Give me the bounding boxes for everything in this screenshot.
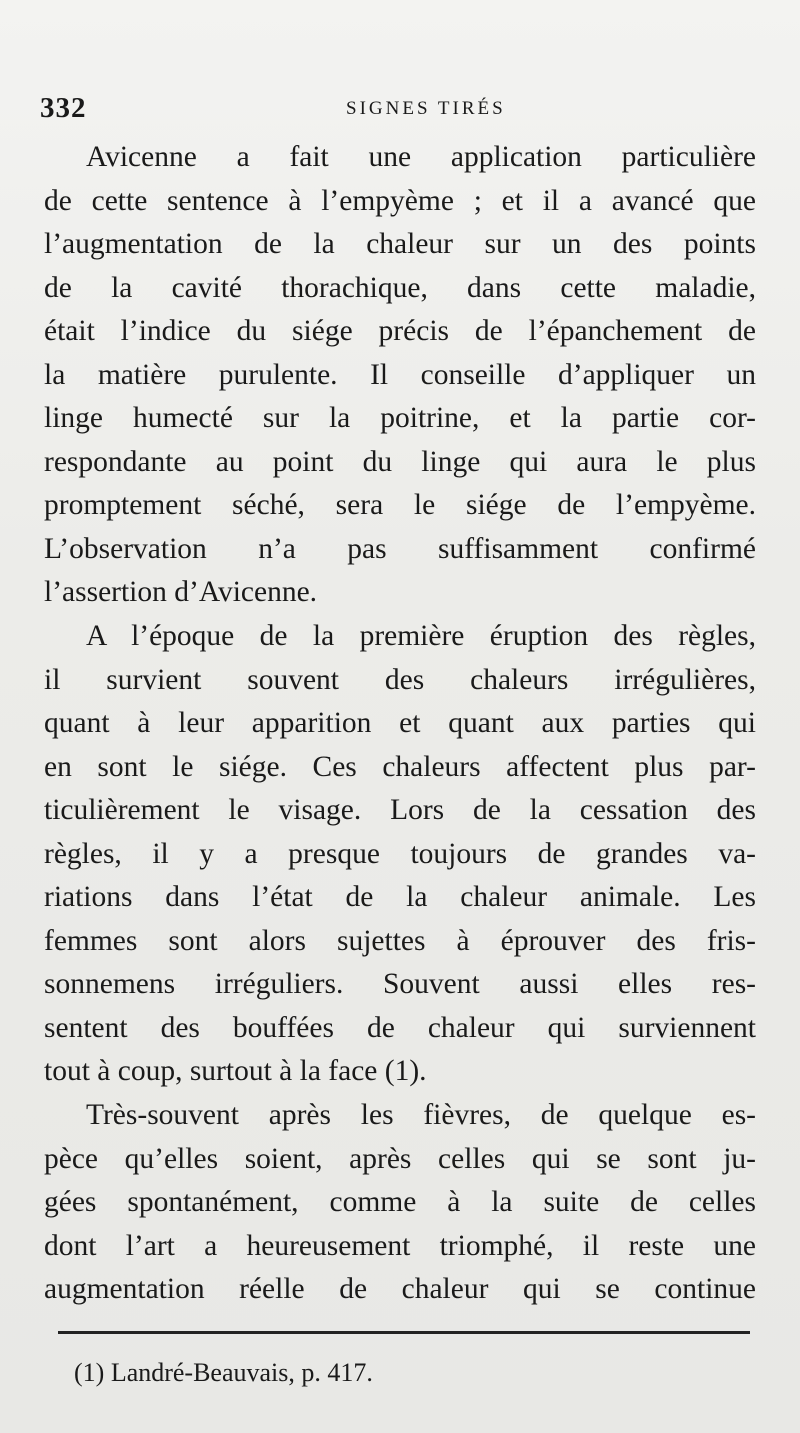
text-line: ticulièrement le visage. Lors de la cessation des	[44, 794, 756, 827]
text-line: il survient souvent des chaleurs irrégulières,	[44, 663, 756, 696]
text-line: règles, il y a presque toujours de grandes va-	[44, 837, 756, 870]
body-text	[44, 136, 756, 1312]
running-head: SIGNES TIRÉS	[346, 98, 506, 119]
text-line: tout à coup, surtout à la face (1).	[44, 1055, 427, 1088]
text-line: l’assertion d’Avicenne.	[44, 576, 318, 609]
text-line: sonnemens irréguliers. Souvent aussi elles res-	[44, 968, 756, 1001]
text-line: Très-souvent après les fièvres, de quelque es-	[86, 1099, 756, 1132]
text-line: la matière purulente. Il conseille d’appliquer un	[44, 358, 756, 391]
page-number: 332	[40, 92, 87, 124]
footnote-divider	[58, 1331, 750, 1334]
text-line: A l’époque de la première éruption des règles,	[86, 620, 756, 653]
text-line: gées spontanément, comme à la suite de celles	[44, 1186, 756, 1219]
text-line: femmes sont alors sujettes à éprouver des fris-	[44, 924, 756, 957]
text-line: pèce qu’elles soient, après celles qui se sont ju-	[44, 1142, 756, 1175]
text-line: était l’indice du siége précis de l’épanchement de	[44, 315, 756, 348]
page-header	[40, 92, 760, 132]
text-line: en sont le siége. Ces chaleurs affectent plus par-	[44, 750, 756, 783]
text-line: riations dans l’état de la chaleur animale. Les	[44, 881, 756, 914]
text-line: de la cavité thorachique, dans cette maladie,	[44, 271, 756, 304]
text-line: linge humecté sur la poitrine, et la partie cor-	[44, 402, 756, 435]
text-line: l’augmentation de la chaleur sur un des points	[44, 228, 756, 261]
text-line: quant à leur apparition et quant aux parties qui	[44, 707, 756, 740]
text-line: dont l’art a heureusement triomphé, il reste une	[44, 1229, 756, 1262]
text-line: de cette sentence à l’empyème ; et il a avancé que	[44, 184, 756, 217]
text-line: L’observation n’a pas suffisamment confirmé	[44, 532, 756, 565]
text-line: promptement séché, sera le siége de l’empyème.	[44, 489, 756, 522]
footnote: (1) Landré-Beauvais, p. 417.	[74, 1358, 373, 1387]
text-line: Avicenne a fait une application particulière	[86, 141, 756, 173]
text-line: augmentation réelle de chaleur qui se continue	[44, 1273, 756, 1306]
text-line: sentent des bouffées de chaleur qui surviennent	[44, 1011, 756, 1044]
text-line: respondante au point du linge qui aura le plus	[44, 445, 756, 478]
